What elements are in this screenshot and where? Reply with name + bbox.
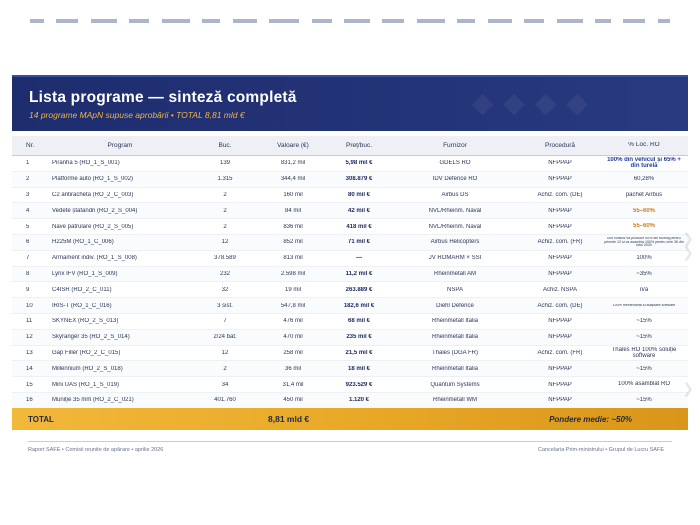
cell-nr: 7 bbox=[26, 255, 30, 262]
cell-nr: 3 bbox=[26, 191, 30, 198]
cell-nr: 1 bbox=[26, 160, 30, 167]
top-decorative-strip bbox=[30, 14, 670, 28]
table-row bbox=[12, 156, 688, 172]
cell-nr: 10 bbox=[26, 302, 33, 309]
cell-loc: 100% din vehicul și 65% + din turelă bbox=[607, 157, 681, 170]
cell-valoare: 831,2 mil bbox=[280, 160, 306, 167]
cell-loc: 60,28% bbox=[633, 176, 655, 183]
cell-pret: 923.529 € bbox=[345, 381, 373, 388]
table-row bbox=[12, 203, 688, 219]
cell-furnizor: Airbus DS bbox=[441, 191, 469, 198]
col-header-furnizor: Furnizor bbox=[443, 142, 467, 149]
cell-furnizor: Rheinmetall Italia bbox=[431, 365, 479, 372]
cell-procedura: Achiz. NSPA bbox=[543, 286, 577, 293]
cell-loc: 55–60% bbox=[632, 207, 656, 214]
cell-procedura: NFPPAP bbox=[548, 223, 572, 230]
cell-buc: 2 bbox=[223, 223, 227, 230]
cell-procedura: Achiz. com. (FR) bbox=[537, 349, 583, 356]
cell-loc: ~35% bbox=[636, 270, 652, 277]
cell-furnizor: Rheinmetall AM bbox=[433, 270, 477, 277]
cell-loc: 55–60% bbox=[632, 223, 656, 230]
cell-furnizor: Rheinmetall Italia bbox=[431, 318, 479, 325]
cell-program: Skyranger 35 (RO_2_S_014) bbox=[52, 334, 130, 341]
cell-loc: ~15% bbox=[636, 318, 652, 325]
cell-buc: 1.315 bbox=[217, 176, 233, 183]
cell-program: Armament indiv. (RO_1_S_008) bbox=[52, 255, 137, 262]
cell-pret: 263.889 € bbox=[345, 286, 373, 293]
total-average: Pondere medie: ~50% bbox=[549, 414, 632, 424]
cell-buc: 34 bbox=[221, 381, 229, 388]
page-subtitle: 14 programe MApN supuse aprobării • TOTAL 8,81 mld € bbox=[29, 110, 245, 120]
cell-furnizor: Rheinmetall WM bbox=[432, 397, 477, 404]
cell-loc: ~15% bbox=[636, 397, 652, 404]
cell-furnizor: Diehl Defence bbox=[436, 302, 474, 309]
cell-pret: 71 mil € bbox=[347, 239, 370, 246]
cell-buc: 12 bbox=[221, 239, 229, 246]
cell-nr: 5 bbox=[26, 223, 30, 230]
cell-pret: 80 mil € bbox=[347, 191, 370, 198]
cell-buc: 7 bbox=[223, 318, 227, 325]
cell-furnizor: NSPA bbox=[447, 286, 463, 293]
cell-buc: 2 bbox=[223, 365, 227, 372]
table-row bbox=[12, 377, 688, 393]
cell-buc: 2/24 bat. bbox=[213, 334, 237, 341]
cell-furnizor: NVL/Rheinm. Naval bbox=[428, 223, 482, 230]
table-body bbox=[12, 156, 688, 409]
cell-pret: 308.879 € bbox=[345, 176, 373, 183]
cell-procedura: NFPPAP bbox=[548, 207, 572, 214]
col-header-buc: Buc. bbox=[218, 142, 232, 149]
decorative-arrow-icon: ❯ bbox=[682, 244, 694, 260]
cell-loc: ~15% bbox=[636, 365, 652, 372]
col-header-nr: Nr. bbox=[26, 142, 35, 149]
cell-program: Gap Filler (RO_2_C_015) bbox=[52, 349, 121, 356]
cell-procedura: NFPPAP bbox=[548, 397, 572, 404]
table-row bbox=[12, 314, 688, 330]
cell-valoare: 19 mil bbox=[284, 286, 301, 293]
cell-pret: — bbox=[356, 255, 362, 262]
footer-left: Raport SAFE • Comisii reunite de apărare • aprilie 2026 bbox=[28, 447, 164, 453]
cell-program: Mini UAS (RO_1_S_019) bbox=[52, 381, 120, 388]
col-header-loc: % Loc. RO bbox=[628, 142, 660, 149]
cell-nr: 15 bbox=[26, 381, 33, 388]
cell-pret: 1.120 € bbox=[348, 397, 370, 404]
table-row bbox=[12, 393, 688, 409]
footer-divider bbox=[28, 441, 672, 442]
cell-program: C4ISR (RO_2_C_011) bbox=[52, 286, 112, 293]
cell-valoare: 31,4 mil bbox=[282, 381, 304, 388]
cell-valoare: 258 mil bbox=[283, 349, 303, 356]
table-row bbox=[12, 346, 688, 362]
banner-watermark: ◆◆◆◆ bbox=[471, 87, 598, 118]
cell-nr: 4 bbox=[26, 207, 30, 214]
table-header bbox=[12, 136, 688, 156]
cell-loc: Thales RO 100% soluție software bbox=[611, 346, 677, 359]
col-header-procedura: Procedură bbox=[545, 142, 575, 149]
cell-pret: 18 mil € bbox=[347, 365, 370, 372]
cell-program: C2 antirachetă (RO_2_C_003) bbox=[52, 191, 134, 198]
cell-program: SKYNEX (RO_2_S_013) bbox=[52, 318, 119, 325]
table-row bbox=[12, 219, 688, 235]
table-row bbox=[12, 267, 688, 283]
cell-buc: 3 sist. bbox=[217, 302, 233, 309]
cell-pret: 42 mil € bbox=[347, 207, 370, 214]
cell-furnizor: Airbus Helicopters bbox=[430, 239, 480, 246]
page-title: Lista programe — sinteză completă bbox=[29, 89, 297, 106]
cell-loc: pachet Airbus bbox=[625, 191, 663, 198]
cell-buc: 232 bbox=[219, 270, 230, 277]
cell-buc: 2 bbox=[223, 207, 227, 214]
cell-buc: 401.760 bbox=[214, 397, 236, 404]
cell-pret: 5,98 mil € bbox=[345, 160, 373, 167]
cell-nr: 16 bbox=[26, 397, 33, 404]
cell-valoare: 344,4 mil bbox=[280, 176, 306, 183]
cell-pret: 418 mil € bbox=[346, 223, 372, 230]
cell-valoare: 836 mil bbox=[283, 223, 303, 230]
cell-loc: IAR Brasov va produce 50% din fuzelaj pentru primele 12 și va asambla 100% pentru cele 36 din lotul 2030 bbox=[604, 236, 684, 248]
table-row bbox=[12, 172, 688, 188]
table-row bbox=[12, 282, 688, 298]
col-header-valoare: Valoare (€) bbox=[277, 142, 309, 149]
cell-program: Nave patrulare (RO_2_S_005) bbox=[52, 223, 134, 230]
cell-furnizor: Rheinmetall Italia bbox=[431, 334, 479, 341]
cell-buc: 12 bbox=[221, 349, 229, 356]
header-banner bbox=[12, 75, 688, 131]
cell-pret: 68 mil € bbox=[347, 318, 370, 325]
cell-nr: 14 bbox=[26, 365, 33, 372]
cell-pret: 11,2 mil € bbox=[345, 270, 373, 277]
cell-program: Millennium (RO_2_S_018) bbox=[52, 365, 123, 372]
cell-loc: 100% bbox=[636, 255, 652, 262]
total-bar bbox=[12, 408, 688, 430]
cell-nr: 11 bbox=[26, 318, 33, 325]
cell-procedura: NFPPAP bbox=[548, 381, 572, 388]
cell-procedura: NFPPAP bbox=[548, 255, 572, 262]
cell-furnizor: Thales (DGA FR) bbox=[431, 349, 478, 356]
cell-valoare: 470 mil bbox=[283, 334, 303, 341]
cell-buc: 2 bbox=[223, 191, 227, 198]
programs-table bbox=[12, 136, 688, 409]
cell-procedura: NFPPAP bbox=[548, 334, 572, 341]
cell-valoare: 84 mil bbox=[284, 207, 301, 214]
cell-valoare: 450 mil bbox=[283, 397, 303, 404]
cell-pret: 21,5 mil € bbox=[345, 349, 373, 356]
table-row bbox=[12, 235, 688, 251]
cell-buc: 378.589 bbox=[214, 255, 236, 262]
decorative-arrow-icon: ❯ bbox=[682, 230, 694, 246]
cell-procedura: NFPPAP bbox=[548, 270, 572, 277]
cell-loc: 100% mentenanță și adaptare software bbox=[612, 303, 676, 307]
cell-nr: 12 bbox=[26, 334, 33, 341]
cell-furnizor: JV ROMARM × SSI bbox=[428, 255, 482, 262]
cell-nr: 9 bbox=[26, 286, 30, 293]
col-header-program: Program bbox=[107, 142, 133, 149]
table-row bbox=[12, 330, 688, 346]
cell-pret: 235 mil € bbox=[346, 334, 372, 341]
cell-loc: ~15% bbox=[636, 334, 652, 341]
cell-procedura: NFPPAP bbox=[548, 318, 572, 325]
cell-program: Platforme auto (RO_1_S_002) bbox=[52, 176, 134, 183]
cell-buc: 139 bbox=[219, 160, 230, 167]
cell-procedura: Achiz. com. (FR) bbox=[537, 239, 583, 246]
cell-procedura: NFPPAP bbox=[548, 176, 572, 183]
cell-valoare: 160 mil bbox=[283, 191, 303, 198]
cell-program: Vedete ștafandri (RO_2_S_004) bbox=[52, 207, 138, 214]
cell-furnizor: IDV Defence RO bbox=[432, 176, 478, 183]
cell-buc: 32 bbox=[221, 286, 229, 293]
cell-valoare: 36 mil bbox=[284, 365, 301, 372]
cell-furnizor: Quantum Systems bbox=[430, 381, 480, 388]
cell-procedura: NFPPAP bbox=[548, 365, 572, 372]
cell-nr: 6 bbox=[26, 239, 30, 246]
col-header-pret: Preț/buc. bbox=[345, 142, 372, 149]
cell-loc: n/a bbox=[639, 286, 649, 293]
footer-right: Cancelaria Prim-ministrului • Grupul de Lucru SAFE bbox=[537, 447, 664, 453]
table-row bbox=[12, 298, 688, 314]
cell-loc: 100% asamblat RO bbox=[617, 381, 671, 388]
cell-nr: 2 bbox=[26, 176, 30, 183]
decorative-arrow-icon: ❯ bbox=[682, 380, 694, 396]
cell-valoare: 2.598 mil bbox=[280, 270, 306, 277]
cell-program: H225M (RO_1_C_006) bbox=[52, 239, 114, 246]
cell-furnizor: NVL/Rheinm. Naval bbox=[428, 207, 482, 214]
total-sum: 8,81 mld € bbox=[268, 414, 310, 424]
table-row bbox=[12, 251, 688, 267]
cell-nr: 13 bbox=[26, 349, 33, 356]
table-row bbox=[12, 188, 688, 204]
cell-furnizor: GDELS RO bbox=[439, 160, 471, 167]
cell-program: Lynx IFV (RO_1_S_009) bbox=[52, 270, 118, 277]
cell-valoare: 852 mil bbox=[283, 239, 303, 246]
cell-nr: 8 bbox=[26, 270, 30, 277]
cell-valoare: 547,8 mil bbox=[280, 302, 306, 309]
total-label: TOTAL bbox=[28, 414, 54, 424]
cell-pret: 182,6 mil € bbox=[343, 302, 375, 309]
cell-valoare: 476 mil bbox=[283, 318, 303, 325]
cell-procedura: Achiz. com. (DE) bbox=[537, 191, 583, 198]
cell-program: Piranha 5 (RO_1_S_001) bbox=[52, 160, 120, 167]
cell-program: Muniție 35 mm (RO_2_C_021) bbox=[52, 397, 134, 404]
cell-procedura: NFPPAP bbox=[548, 160, 572, 167]
cell-valoare: 813 mil bbox=[283, 255, 303, 262]
cell-procedura: Achiz. com. (DE) bbox=[537, 302, 583, 309]
cell-program: IRIS-T (RO_1_C_016) bbox=[52, 302, 112, 309]
table-row bbox=[12, 361, 688, 377]
